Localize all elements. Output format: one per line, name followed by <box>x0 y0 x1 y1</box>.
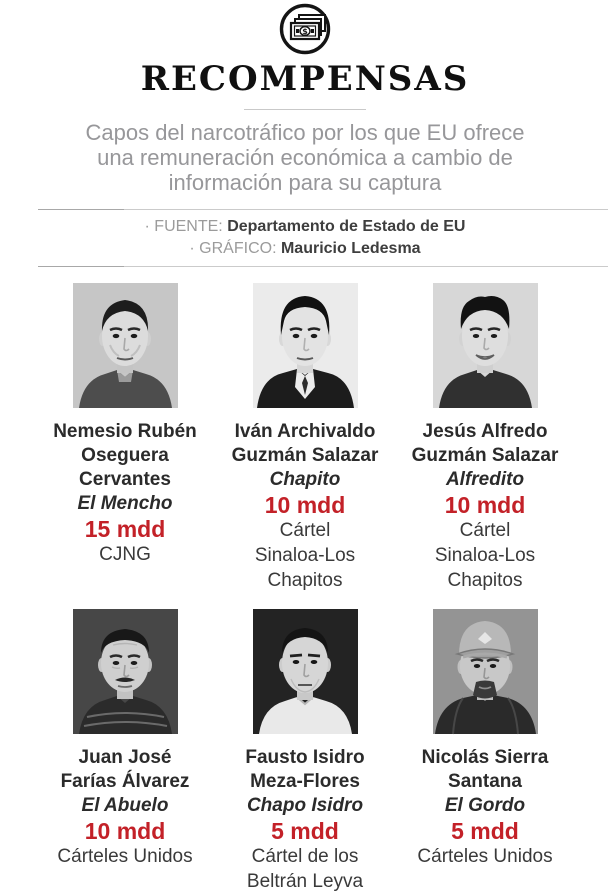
reward-amount: 5 mdd <box>451 818 519 844</box>
cartel-line: Sinaloa-Los Chapitos <box>254 545 356 591</box>
title-rule <box>244 109 366 110</box>
name-line: Meza-Flores <box>250 771 360 792</box>
person-name <box>215 746 395 794</box>
name-line: Oseguera Cervantes <box>79 445 171 490</box>
cartel-line: Cártel <box>459 520 511 541</box>
name-line: Farías Álvarez <box>60 771 190 792</box>
person-card-ivan <box>215 283 395 593</box>
cartel-line: Cártel de los <box>251 846 359 867</box>
nicolas-sierra-photo <box>433 609 538 734</box>
person-cartel <box>215 844 395 894</box>
reward-amount: 15 mdd <box>84 516 166 542</box>
name-line: Santana <box>448 771 522 792</box>
name-line: Juan José <box>78 747 172 768</box>
person-name <box>35 746 215 794</box>
credit-line <box>0 238 610 260</box>
person-name <box>395 420 575 468</box>
person-alias: El Abuelo <box>81 795 169 816</box>
person-name <box>215 420 395 468</box>
svg-text:$: $ <box>302 26 308 36</box>
person-alias: Chapo Isidro <box>246 795 364 816</box>
portrait-illustration <box>253 283 358 408</box>
source-value: Departamento de Estado de EU <box>227 218 466 235</box>
name-line: Guzmán Salazar <box>411 445 559 466</box>
person-alias: El Gordo <box>444 795 526 816</box>
reward-amount: 10 mdd <box>84 818 166 844</box>
ivan-guzman-photo <box>253 283 358 408</box>
cartel-line: Cártel <box>279 520 331 541</box>
top-divider <box>38 209 608 210</box>
money-bills-icon <box>278 2 332 56</box>
person-cartel <box>395 518 575 593</box>
reward-amount: 10 mdd <box>444 492 526 518</box>
subtitle-line: una remuneración económica a cambio de <box>97 145 513 170</box>
subtitle-line: información para su captura <box>168 170 442 195</box>
person-alias: Alfredito <box>445 469 525 490</box>
name-line: Nicolás Sierra <box>421 747 549 768</box>
fausto-meza-photo <box>253 609 358 734</box>
person-card-jesus <box>395 283 575 593</box>
portrait-illustration <box>73 609 178 734</box>
juan-farias-photo <box>73 609 178 734</box>
header-icon-wrap <box>0 0 610 56</box>
name-line: Fausto Isidro <box>245 747 365 768</box>
person-card-nicolas <box>395 609 575 894</box>
subtitle-line: Capos del narcotráfico por los que EU ofrece <box>85 120 525 145</box>
portrait-illustration <box>73 283 178 408</box>
people-grid-row2 <box>0 609 610 894</box>
person-cartel <box>215 518 395 593</box>
subtitle <box>0 120 610 209</box>
person-card-fausto <box>215 609 395 894</box>
person-name <box>395 746 575 794</box>
source-label: · FUENTE: <box>144 218 223 235</box>
credit-value: Mauricio Ledesma <box>280 240 421 257</box>
portrait-illustration <box>253 609 358 734</box>
person-name <box>35 420 215 492</box>
portrait-illustration <box>433 609 538 734</box>
name-line: Guzmán Salazar <box>231 445 379 466</box>
person-cartel <box>395 844 575 869</box>
name-line: Jesús Alfredo <box>422 421 548 442</box>
name-line: Nemesio Rubén <box>53 421 197 442</box>
cartel-line: CJNG <box>99 544 151 565</box>
person-alias: El Mencho <box>77 493 173 514</box>
cartel-line: Beltrán Leyva <box>246 871 364 892</box>
person-card-juan <box>35 609 215 894</box>
cartel-line: Cárteles Unidos <box>57 846 193 867</box>
bottom-divider <box>38 266 608 267</box>
cartel-line: Cárteles Unidos <box>417 846 553 867</box>
source-line <box>0 216 610 238</box>
cartel-line: Sinaloa-Los Chapitos <box>434 545 536 591</box>
jesus-guzman-photo <box>433 283 538 408</box>
nemesio-oseguera-photo <box>73 283 178 408</box>
reward-amount: 10 mdd <box>264 492 346 518</box>
portrait-illustration <box>433 283 538 408</box>
person-cartel <box>35 542 215 567</box>
person-cartel <box>35 844 215 869</box>
name-line: Iván Archivaldo <box>234 421 376 442</box>
reward-amount: 5 mdd <box>271 818 339 844</box>
people-grid-row1 <box>0 283 610 593</box>
page-title: RECOMPENSAS <box>140 59 470 99</box>
person-card-nemesio <box>35 283 215 593</box>
person-alias: Chapito <box>269 469 341 490</box>
credit-label: · GRÁFICO: <box>189 240 277 257</box>
sources-block <box>0 210 610 266</box>
